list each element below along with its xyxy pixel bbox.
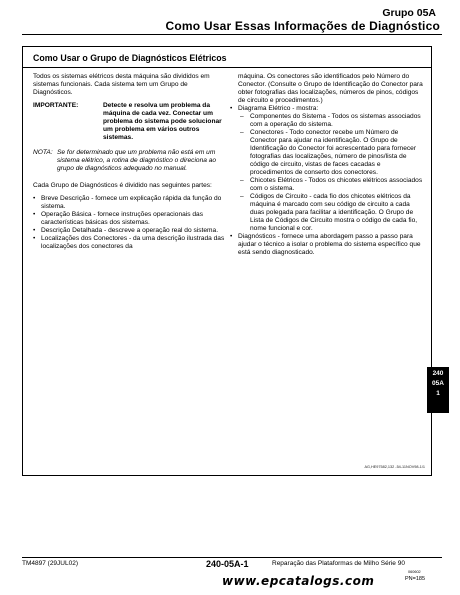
note-label: NOTA: [33,149,53,156]
parts-list [33,195,225,251]
list-item: • Operação Básica - fornece instruções operacionais das características básicas dos sistemas. [33,211,225,227]
manual-title: Reparação das Plataformas de Milho Série 90 [272,560,405,567]
list-item: • Diagnósticos - fornece uma abordagem passo a passo para ajudar o técnico a isolar o problema do sistema específico que está sendo diagnosticado. [230,233,423,257]
continuation-text: máquina. Os conectores são identificados pelo Número do Conector. (Consulte o Grupo de Identificação do Conector para obter fotografias das localizações, números de pinos, códigos de circuito e procedimentos.) [238,73,423,104]
tab-line: 240 [432,370,444,377]
manual-code: TM4897 (29JUL02) [22,560,78,567]
section-heading: Como Usar o Grupo de Diagnósticos Elétricos [33,53,227,63]
section-tab [427,367,449,413]
content-box [22,46,432,476]
list-item: • Localizações dos Conectores - da uma descrição ilustrada das localizações dos conectores da [33,235,225,251]
note-text: Se for determinado que um problema não está em um sistema elétrico, a rotina de diagnóstico o direciona ao grupo de diagnósticos adequado no manual. [57,149,217,172]
sublist-item: – Conectores - Todo conector recebe um Número de Conector para ajudar na identificação. O Grupo de Identificação do Conector foi acrescentado para fornecer fotografias das localizações, número de pinos/lista de código de circuito, vistas de faces cacadas e procedimentos de conserto dos conectores. [238,129,423,177]
diagram-sublist [238,113,423,233]
footer-divider [22,557,442,558]
list-item: • Breve Descrição - fornece um explicação rápida da função do sistema. [33,195,225,211]
important-label: IMPORTANTE: [33,102,79,109]
right-column [230,73,423,257]
important-notice [33,102,225,142]
group-label: Grupo 05A [382,7,436,19]
list-item: • Descrição Detalhada - descreve a operação real do sistema. [33,227,225,235]
sublist-item: – Chicotes Elétricos - Todos os chicotes elétricos associados com o sistema. [238,177,423,193]
date-code: 060602 [408,570,421,574]
section-divider [23,67,431,68]
left-column [33,73,225,251]
watermark: www.epcatalogs.com [222,574,375,588]
note-block [33,149,225,173]
right-list [230,105,423,257]
intro-paragraph: Todos os sistemas elétricos desta máquina são divididos em sistemas funcionais. Cada sistema tem um Grupo de Diagnósticos. [33,73,210,96]
sublist-item: – Componentes do Sistema - Todos os sistemas associados com a operação do sistema. [238,113,423,129]
list-item [230,105,423,233]
sublist-item: – Códigos de Circuito - cada fio dos chicotes elétricos da máquina é marcado com seu código de circuito a cada duas polegada para facilitar a identificação. O Grupo de Lista de Códigos de Circuito mostra o código de cada fio, nome funcional e cor. [238,193,423,233]
header-divider [22,34,442,35]
page-number: 240-05A-1 [206,559,249,569]
tab-line: 05A [432,380,444,387]
pn-number: PN=185 [405,576,426,582]
important-text: Detecte e resolva um problema da máquina de cada vez. Conectar um problema do sistema pode solucionar um problema em vários outros sistemas. [103,102,222,141]
reference-code: AG,HE97582,132 -54-11NOV98-1/1 [364,465,425,469]
diagram-bullet-label: Diagrama Elétrico - mostra: [238,105,319,112]
page-title: Como Usar Essas Informações de Diagnóstico [165,19,440,33]
tab-line: 1 [436,390,440,397]
parts-intro: Cada Grupo de Diagnósticos é dividido nas seguintes partes: [33,182,212,189]
